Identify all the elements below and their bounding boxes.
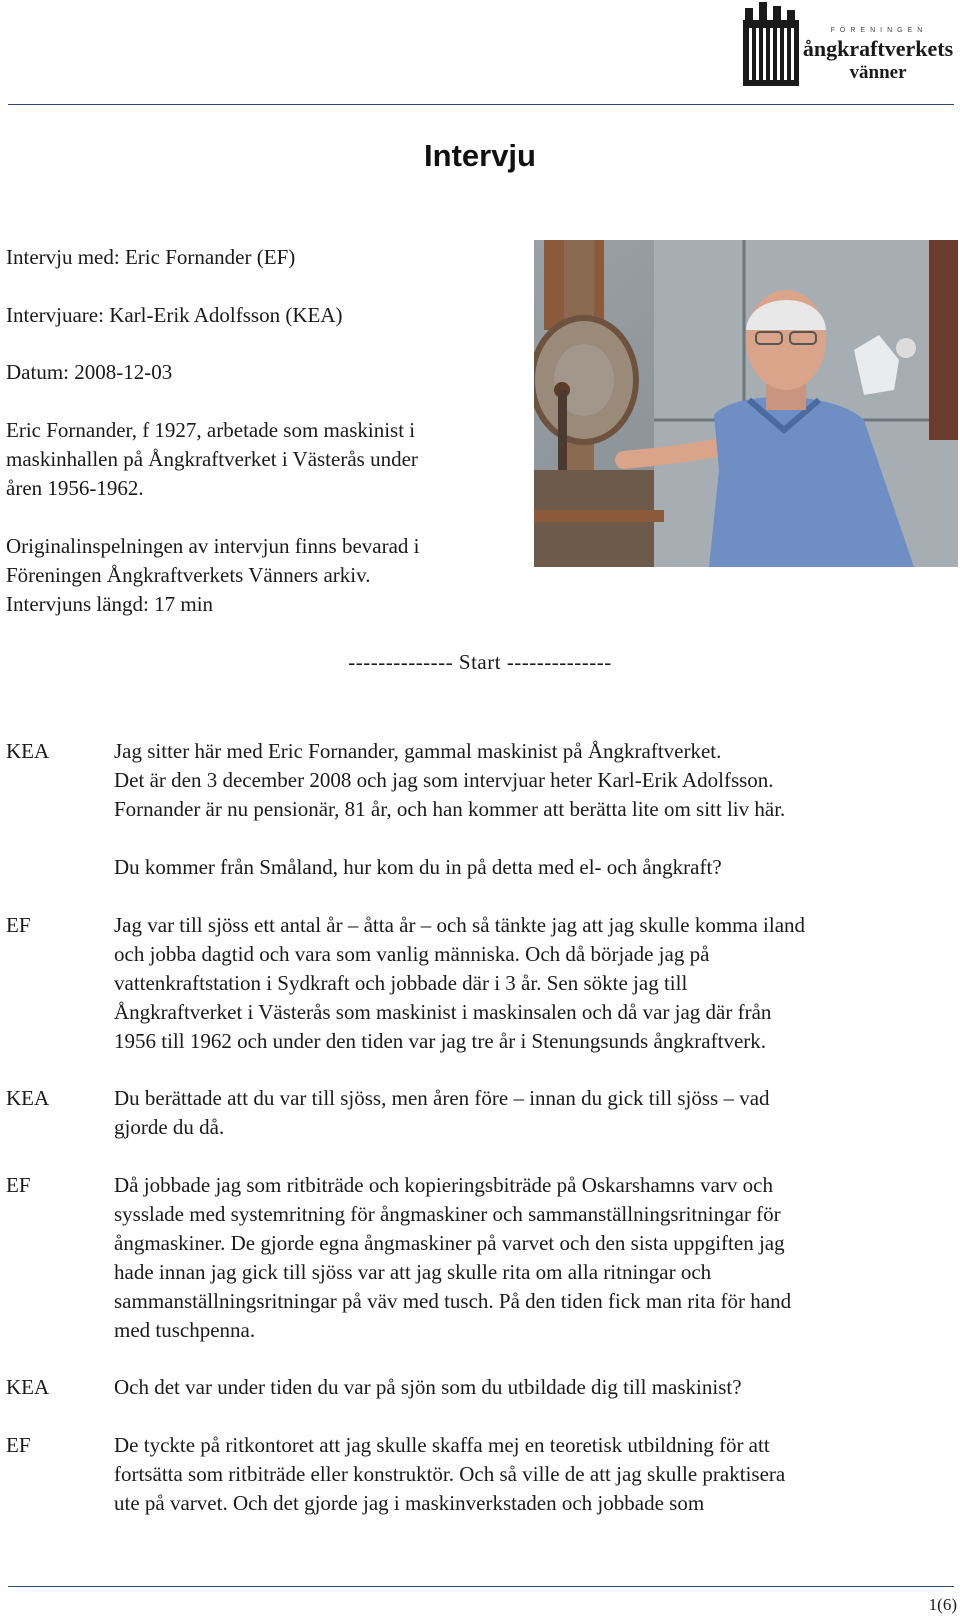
transcript-line: Det är den 3 december 2008 och jag som intervjuar heter Karl-Erik Adolfsson. xyxy=(114,768,774,792)
archive-line: Föreningen Ångkraftverkets Vänners arkiv. xyxy=(6,563,371,587)
transcript-paragraph xyxy=(114,853,954,882)
logo-line1: ångkraftverkets xyxy=(802,36,954,61)
portrait-photo-icon xyxy=(534,240,958,567)
interviewee-line: Intervju med: Eric Fornander (EF) xyxy=(6,245,296,269)
transcript-line: vattenkraftstation i Sydkraft och jobbade där i 3 år. Sen sökte jag till xyxy=(114,971,688,995)
transcript-line: gjorde du då. xyxy=(114,1115,225,1139)
transcript-line: med tuschpenna. xyxy=(114,1318,256,1342)
transcript-line: och jobba dagtid och vara som vanlig människa. Och då började jag på xyxy=(114,942,710,966)
logo-small-text: FÖRENINGEN xyxy=(830,27,928,34)
transcript-paragraph xyxy=(114,1373,954,1402)
bio-line: åren 1956-1962. xyxy=(6,476,144,500)
transcript-line: Jag sitter här med Eric Fornander, gammal maskinist på Ångkraftverket. xyxy=(114,739,722,763)
transcript-line: fortsätta som ritbiträde eller konstruktör. Och så ville de att jag skulle praktisera xyxy=(114,1462,786,1486)
transcript-paragraph xyxy=(114,911,954,1056)
bio-line: Eric Fornander, f 1927, arbetade som maskinist i xyxy=(6,418,416,442)
page-title: Intervju xyxy=(424,138,536,173)
speaker-label: KEA xyxy=(6,1375,50,1399)
footer-rule xyxy=(8,1586,954,1587)
speaker-label: KEA xyxy=(6,739,50,763)
transcript-paragraph xyxy=(114,1431,954,1518)
transcript-paragraph xyxy=(114,1084,954,1142)
transcript-line: Ångkraftverket i Västerås som maskinist i maskinsalen och då var jag där från xyxy=(114,1000,772,1024)
bio-line: maskinhallen på Ångkraftverket i Västerås under xyxy=(6,447,418,471)
transcript-turn xyxy=(114,1084,954,1142)
transcript-turn xyxy=(114,1431,954,1518)
speaker-label: EF xyxy=(6,1433,31,1457)
speaker-label: EF xyxy=(6,913,31,937)
transcript-paragraph xyxy=(114,1171,954,1345)
transcript-line: Du berättade att du var till sjöss, men åren före – innan du gick till sjöss – vad xyxy=(114,1086,770,1110)
transcript-line: De tyckte på ritkontoret att jag skulle skaffa mej en teoretisk utbildning för att xyxy=(114,1433,770,1457)
transcript-line: ångmaskiner. De gjorde egna ångmaskiner på varvet och den sista uppgiften jag xyxy=(114,1231,785,1255)
transcript-line: Och det var under tiden du var på sjön som du utbildade dig till maskinist? xyxy=(114,1375,742,1399)
start-marker: -------------- Start -------------- xyxy=(348,650,612,674)
logo-line2: vänner xyxy=(849,62,907,83)
speaker-label: EF xyxy=(6,1173,31,1197)
length-line: Intervjuns längd: 17 min xyxy=(6,592,214,616)
transcript-turn xyxy=(114,1171,954,1345)
date-line: Datum: 2008-12-03 xyxy=(6,360,173,384)
transcript-line: hade innan jag gick till sjöss var att jag skulle rita om alla ritningar och xyxy=(114,1260,712,1284)
transcript-line: Jag var till sjöss ett antal år – åtta år – och så tänkte jag att jag skulle komma iland xyxy=(114,913,806,937)
transcript-turn xyxy=(114,1373,954,1402)
header-rule xyxy=(8,104,954,105)
transcript-line: sammanställningsritningar på väv med tusch. På den tiden fick man rita för hand xyxy=(114,1289,792,1313)
transcript-line: 1956 till 1962 och under den tiden var jag tre år i Stenungsunds ångkraftverk. xyxy=(114,1029,767,1053)
page-number: 1(6) xyxy=(928,1595,957,1614)
transcript-line: Då jobbade jag som ritbiträde och kopieringsbiträde på Oskarshamns varv och xyxy=(114,1173,773,1197)
transcript-line: Fornander är nu pensionär, 81 år, och han kommer att berätta lite om sitt liv här. xyxy=(114,797,786,821)
transcript-line: sysslade med systemritning för ångmaskiner och sammanställningsritningar för xyxy=(114,1202,781,1226)
speaker-label: KEA xyxy=(6,1086,50,1110)
transcript-paragraph xyxy=(114,737,954,824)
transcript-turn xyxy=(114,853,954,882)
association-logo xyxy=(741,0,958,88)
transcript-line: ute på varvet. Och det gjorde jag i maskinverkstaden och jobbade som xyxy=(114,1491,705,1515)
transcript-line: Du kommer från Småland, hur kom du in på detta med el- och ångkraft? xyxy=(114,855,722,879)
transcript-turn xyxy=(114,737,954,824)
interviewer-line: Intervjuare: Karl-Erik Adolfsson (KEA) xyxy=(6,303,343,327)
transcript-turn xyxy=(114,911,954,1056)
archive-line: Originalinspelningen av intervjun finns bevarad i xyxy=(6,534,420,558)
